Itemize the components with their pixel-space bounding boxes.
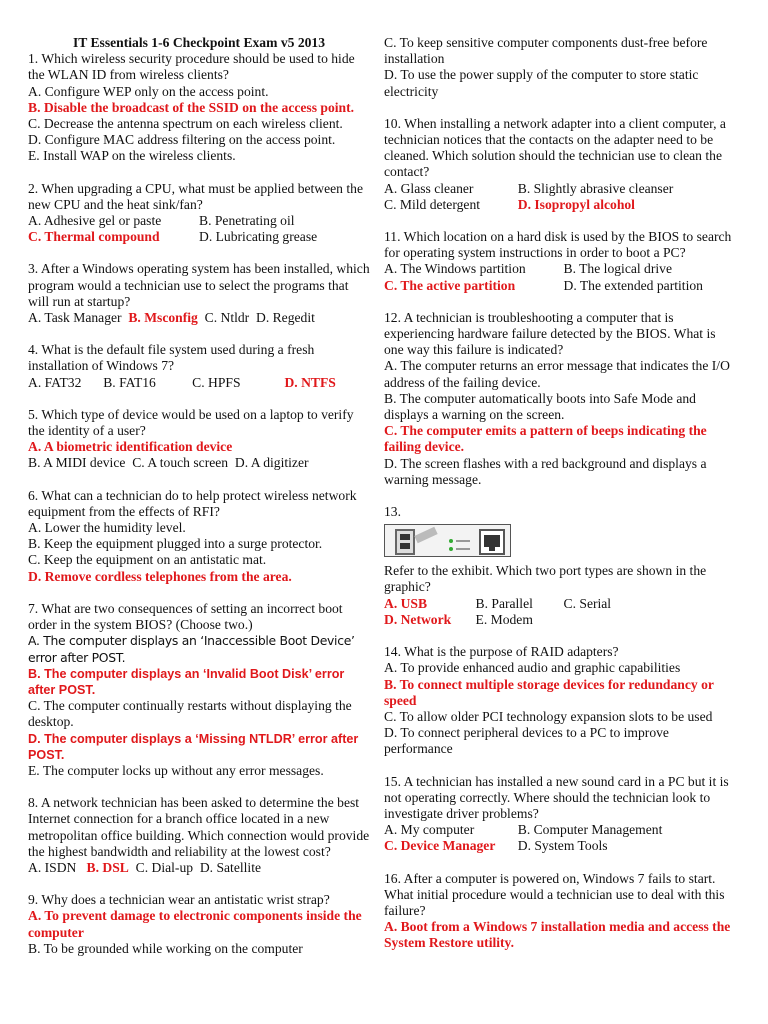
option-c: C. Mild detergent: [384, 196, 481, 212]
option-c: C. The computer continually restarts without displaying the desktop.: [28, 698, 352, 730]
option-a: A. The computer displays an ‘Inaccessible Boot Device’ error after POST.: [28, 633, 355, 665]
question-text: 5. Which type of device would be used on a laptop to verify the identity of a user?: [28, 406, 354, 439]
option-b: B. Keep the equipment plugged into a surge protector.: [28, 536, 323, 552]
option-c: C. To allow older PCI technology expansion slots to be used: [384, 708, 713, 724]
option-b: B. FAT16: [103, 374, 156, 390]
option-row: [384, 838, 736, 854]
cable-icon: [414, 527, 437, 544]
right-column: [384, 35, 736, 968]
correct-answer: A. Boot from a Windows 7 installation media and access the System Restore utility.: [384, 919, 731, 951]
question-16: [384, 871, 736, 952]
option-c: C. Keep the equipment on an antistatic mat.: [28, 552, 267, 568]
question-text: 12. A technician is troubleshooting a computer that is experiencing hardware failure detected by the BIOS. What is one way this failure is indicated?: [384, 309, 716, 358]
option-a: A. The Windows partition: [384, 261, 526, 277]
option-b: B. Parallel: [475, 595, 533, 611]
question-text: 1. Which wireless security procedure should be used to hide the WLAN ID from wireless clients?: [28, 51, 355, 83]
option-row: [28, 229, 370, 245]
option-b: B. A MIDI device: [28, 455, 126, 471]
option-row: [384, 181, 736, 197]
correct-answer: A. A biometric identification device: [28, 439, 233, 455]
question-13: [384, 504, 736, 628]
question-9: [28, 892, 370, 957]
question-number: 13.: [384, 504, 401, 520]
option-a: A. Task Manager: [28, 310, 122, 326]
correct-answer: C. The computer emits a pattern of beeps indicating the failing device.: [384, 423, 707, 455]
option-row: [384, 278, 736, 294]
left-column: [28, 35, 370, 973]
correct-answer: A. USB: [384, 595, 428, 611]
correct-answer: B. Disable the broadcast of the SSID on the access point.: [28, 99, 355, 115]
status-led-icon: [449, 532, 473, 548]
correct-answer: B. DSL: [86, 859, 129, 875]
question-8: [28, 795, 370, 876]
question-text: 2. When upgrading a CPU, what must be applied between the new CPU and the heat sink/fan?: [28, 180, 363, 212]
option-row: [384, 822, 736, 838]
option-d: D. The screen flashes with a red background and displays a warning message.: [384, 455, 707, 487]
question-text: 11. Which location on a hard disk is used by the BIOS to search for operating system instructions in order to boot a PC?: [384, 229, 732, 261]
network-port-icon: [479, 529, 505, 555]
correct-answer: D. The computer displays a ‘Missing NTLDR’ error after POST.: [28, 731, 359, 762]
correct-answer: C. The active partition: [384, 277, 516, 293]
option-a: A. ISDN: [28, 859, 77, 875]
option-b: B. The computer automatically boots into Safe Mode and displays a warning on the screen.: [384, 390, 696, 423]
question-text: 15. A technician has installed a new sound card in a PC but it is not operating correctly. Where should the technician look to investigate driver problems?: [384, 773, 729, 821]
question-10: [384, 116, 736, 213]
option-row: [28, 213, 370, 229]
option-a: A. To provide enhanced audio and graphic capabilities: [384, 660, 681, 676]
question-text: 7. What are two consequences of setting an incorrect boot order in the system BIOS? (Choose two.): [28, 600, 343, 633]
option-c: C. To keep sensitive computer components dust-free before installation: [384, 35, 708, 67]
option-b: B. The logical drive: [563, 261, 672, 277]
question-14: [384, 644, 736, 757]
option-b: B. Slightly abrasive cleanser: [517, 180, 674, 196]
option-a: A. FAT32: [28, 374, 82, 390]
option-b: B. Penetrating oil: [199, 213, 295, 229]
question-11: [384, 229, 736, 294]
option-c: C. Serial: [563, 595, 612, 611]
question-text: 6. What can a technician do to help protect wireless network equipment from the effects of RFI?: [28, 487, 357, 519]
option-row: [384, 261, 736, 277]
option-d: D. Configure MAC address filtering on the access point.: [28, 132, 336, 148]
option-e: E. The computer locks up without any error messages.: [28, 762, 324, 778]
question-text: 16. After a computer is powered on, Windows 7 fails to start. What initial procedure would a technician use to deal with this failure?: [384, 870, 725, 918]
option-a: A. My computer: [384, 822, 475, 838]
question-5: [28, 407, 370, 472]
question-6: [28, 488, 370, 585]
correct-answer: B. The computer displays an ‘Invalid Boot Disk’ error after POST.: [28, 666, 345, 697]
option-line: [28, 455, 370, 471]
option-row: [384, 596, 736, 612]
question-text: 9. Why does a technician wear an antistatic wrist strap?: [28, 892, 330, 908]
option-c: C. Dial-up: [135, 859, 194, 875]
question-text: 3. After a Windows operating system has been installed, which program would a technician use to select the programs that will run at startup?: [28, 261, 370, 309]
option-b: B. Computer Management: [517, 822, 663, 838]
correct-answer: C. Device Manager: [384, 838, 496, 854]
option-d: D. Satellite: [199, 859, 262, 875]
option-d: D. The extended partition: [563, 277, 703, 293]
usb-port-icon: [395, 529, 415, 555]
option-d: D. To use the power supply of the computer to store static electricity: [384, 67, 699, 99]
question-1: [28, 51, 370, 164]
option-row: [384, 197, 736, 213]
correct-answer: D. Isopropyl alcohol: [517, 196, 635, 212]
correct-answer: D. Network: [384, 611, 452, 627]
option-d: D. A digitizer: [234, 455, 309, 471]
correct-answer: C. Thermal compound: [28, 229, 160, 245]
option-line: [28, 310, 370, 326]
correct-answer: D. NTFS: [284, 374, 336, 390]
port-exhibit-image: [384, 524, 511, 557]
option-d: D. To connect peripheral devices to a PC to improve performance: [384, 725, 669, 757]
option-d: D. System Tools: [517, 838, 608, 854]
question-12: [384, 310, 736, 488]
option-d: D. Regedit: [256, 310, 315, 326]
option-c: C. A touch screen: [132, 455, 229, 471]
correct-answer: A. To prevent damage to electronic components inside the computer: [28, 908, 362, 940]
option-a: A. Adhesive gel or paste: [28, 213, 162, 229]
option-row: [28, 375, 370, 391]
option-b: B. To be grounded while working on the computer: [28, 940, 303, 956]
question-7: [28, 601, 370, 779]
page-title: IT Essentials 1-6 Checkpoint Exam v5 2013: [72, 35, 326, 50]
question-4: [28, 342, 370, 391]
option-a: A. The computer returns an error message that indicates the I/O address of the failing device.: [384, 358, 730, 390]
question-text: Refer to the exhibit. Which two port types are shown in the graphic?: [384, 563, 707, 595]
correct-answer: D. Remove cordless telephones from the area.: [28, 568, 292, 584]
option-line: [28, 860, 370, 876]
correct-answer: B. Msconfig: [128, 310, 198, 326]
question-3: [28, 261, 370, 326]
question-text: 14. What is the purpose of RAID adapters?: [384, 644, 619, 660]
option-c: C. Ntldr: [204, 310, 250, 326]
question-text: 8. A network technician has been asked to determine the best Internet connection for a branch office located in a new metropolitan office building. Which connection would provide the highest bandwidth and reliability at the lowest cost?: [28, 795, 370, 859]
question-2: [28, 181, 370, 246]
option-c: C. HPFS: [192, 374, 241, 390]
question-text: 4. What is the default file system used during a fresh installation of Windows 7?: [28, 342, 315, 374]
option-c: C. Decrease the antenna spectrum on each wireless client.: [28, 116, 343, 132]
option-d: D. Lubricating grease: [199, 229, 318, 245]
question-text: 10. When installing a network adapter into a client computer, a technician notices that the contacts on the adapter need to be cleaned. Which solution should the technician use to clean the contact?: [384, 115, 726, 180]
question-9-continued: [384, 35, 736, 100]
option-a: A. Configure WEP only on the access point.: [28, 83, 269, 99]
option-a: A. Lower the humidity level.: [28, 520, 186, 536]
option-e: E. Install WAP on the wireless clients.: [28, 148, 236, 164]
option-e: E. Modem: [475, 611, 533, 627]
correct-answer: B. To connect multiple storage devices for redundancy or speed: [384, 676, 714, 708]
option-row: [384, 612, 736, 628]
question-15: [384, 774, 736, 855]
option-a: A. Glass cleaner: [384, 180, 474, 196]
